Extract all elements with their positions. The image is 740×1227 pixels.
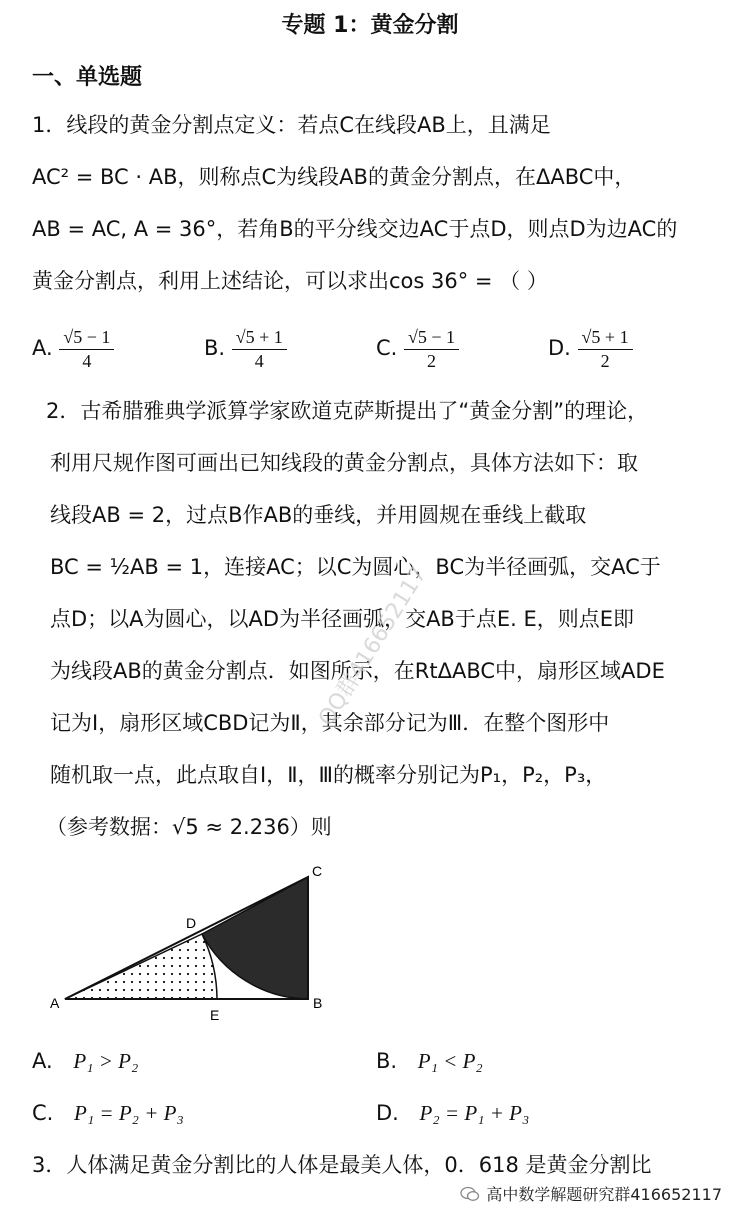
q1-line-1: 1．线段的黄金分割点定义：若点C在线段AB上，且满足 xyxy=(32,113,551,137)
page-title: 专题 1：黄金分割 xyxy=(281,13,459,38)
q1-line-3: AB = AC, A = 36°，若角B的平分线交边AC于点D，则点D为边AC的 xyxy=(32,217,678,241)
option-fraction: $\frac{√5 + 1}{4}$ xyxy=(232,326,287,372)
label-a: A xyxy=(50,995,60,1011)
label-c: C xyxy=(312,863,323,879)
q2-line-1: 2．古希腊雅典学派算学家欧道克萨斯提出了“黄金分割”的理论， xyxy=(46,399,649,423)
q2-line-7: 记为Ⅰ，扇形区域CBD记为Ⅱ，其余部分记为Ⅲ．在整个图形中 xyxy=(50,711,610,735)
q3-line-1: 3．人体满足黄金分割比的人体是最美人体，0．618 是黄金分割比 xyxy=(32,1153,652,1177)
q1-option-d[interactable] xyxy=(548,326,633,372)
option-fraction: $\frac{√5 + 1}{2}$ xyxy=(578,326,633,372)
q1-option-a[interactable] xyxy=(32,326,114,372)
option-label: C. xyxy=(376,336,398,360)
option-label: A. xyxy=(32,1049,53,1073)
option-expr: P₁ < P₂ xyxy=(417,1049,483,1073)
option-expr: P₁ = P₂ + P₃ xyxy=(74,1101,184,1125)
q2-line-8: 随机取一点，此点取自Ⅰ，Ⅱ，Ⅲ的概率分别记为P₁，P₂，P₃， xyxy=(50,763,607,787)
label-d: D xyxy=(186,915,197,931)
q1-option-b[interactable] xyxy=(204,326,287,372)
footer-text: 高中数学解题研究群416652117 xyxy=(486,1185,722,1204)
q2-option-b[interactable] xyxy=(376,1046,483,1076)
option-label: A. xyxy=(32,336,53,360)
option-label: B. xyxy=(204,336,226,360)
q2-line-6: 为线段AB的黄金分割点．如图所示，在RtΔABC中，扇形区域ADE xyxy=(50,659,665,683)
q2-option-a[interactable] xyxy=(32,1046,138,1076)
watermark: QQ群416652117 xyxy=(314,562,432,731)
q2-line-9: （参考数据：√5 ≈ 2.236）则 xyxy=(46,815,332,839)
label-b: B xyxy=(313,995,323,1011)
option-label: D. xyxy=(376,1101,399,1125)
sector-ade xyxy=(65,934,217,999)
sector-cbd xyxy=(202,877,308,999)
option-expr: P₂ = P₁ + P₃ xyxy=(419,1101,530,1125)
q1-option-c[interactable] xyxy=(376,326,459,372)
option-label: B. xyxy=(376,1049,398,1073)
option-expr: P₁ > P₂ xyxy=(73,1049,139,1073)
footer-credit xyxy=(460,1182,722,1205)
section-heading: 一、单选题 xyxy=(32,65,143,90)
q2-line-3: 线段AB = 2，过点B作AB的垂线，并用圆规在垂线上截取 xyxy=(50,503,587,527)
q1-line-2: AC² = BC · AB，则称点C为线段AB的黄金分割点，在ΔABC中， xyxy=(32,165,636,189)
q2-option-c[interactable] xyxy=(32,1098,184,1128)
q1-line-4: 黄金分割点，利用上述结论，可以求出cos 36° = （ ） xyxy=(32,269,548,293)
option-label: C. xyxy=(32,1101,54,1125)
q2-option-d[interactable] xyxy=(376,1098,529,1128)
triangle-figure xyxy=(40,858,340,1028)
q2-line-2: 利用尺规作图可画出已知线段的黄金分割点，具体方法如下：取 xyxy=(50,451,638,475)
q2-line-4: BC = ½AB = 1，连接AC；以C为圆心，BC为半径画弧，交AC于 xyxy=(50,555,661,579)
option-fraction: $\frac{√5 - 1}{4}$ xyxy=(59,326,114,372)
option-fraction: $\frac{√5 - 1}{2}$ xyxy=(404,326,459,372)
label-e: E xyxy=(210,1007,220,1023)
q2-line-5: 点D；以A为圆心，以AD为半径画弧，交AB于点E. E，则点E即 xyxy=(50,607,634,631)
option-label: D. xyxy=(548,336,571,360)
wechat-icon xyxy=(460,1186,480,1202)
